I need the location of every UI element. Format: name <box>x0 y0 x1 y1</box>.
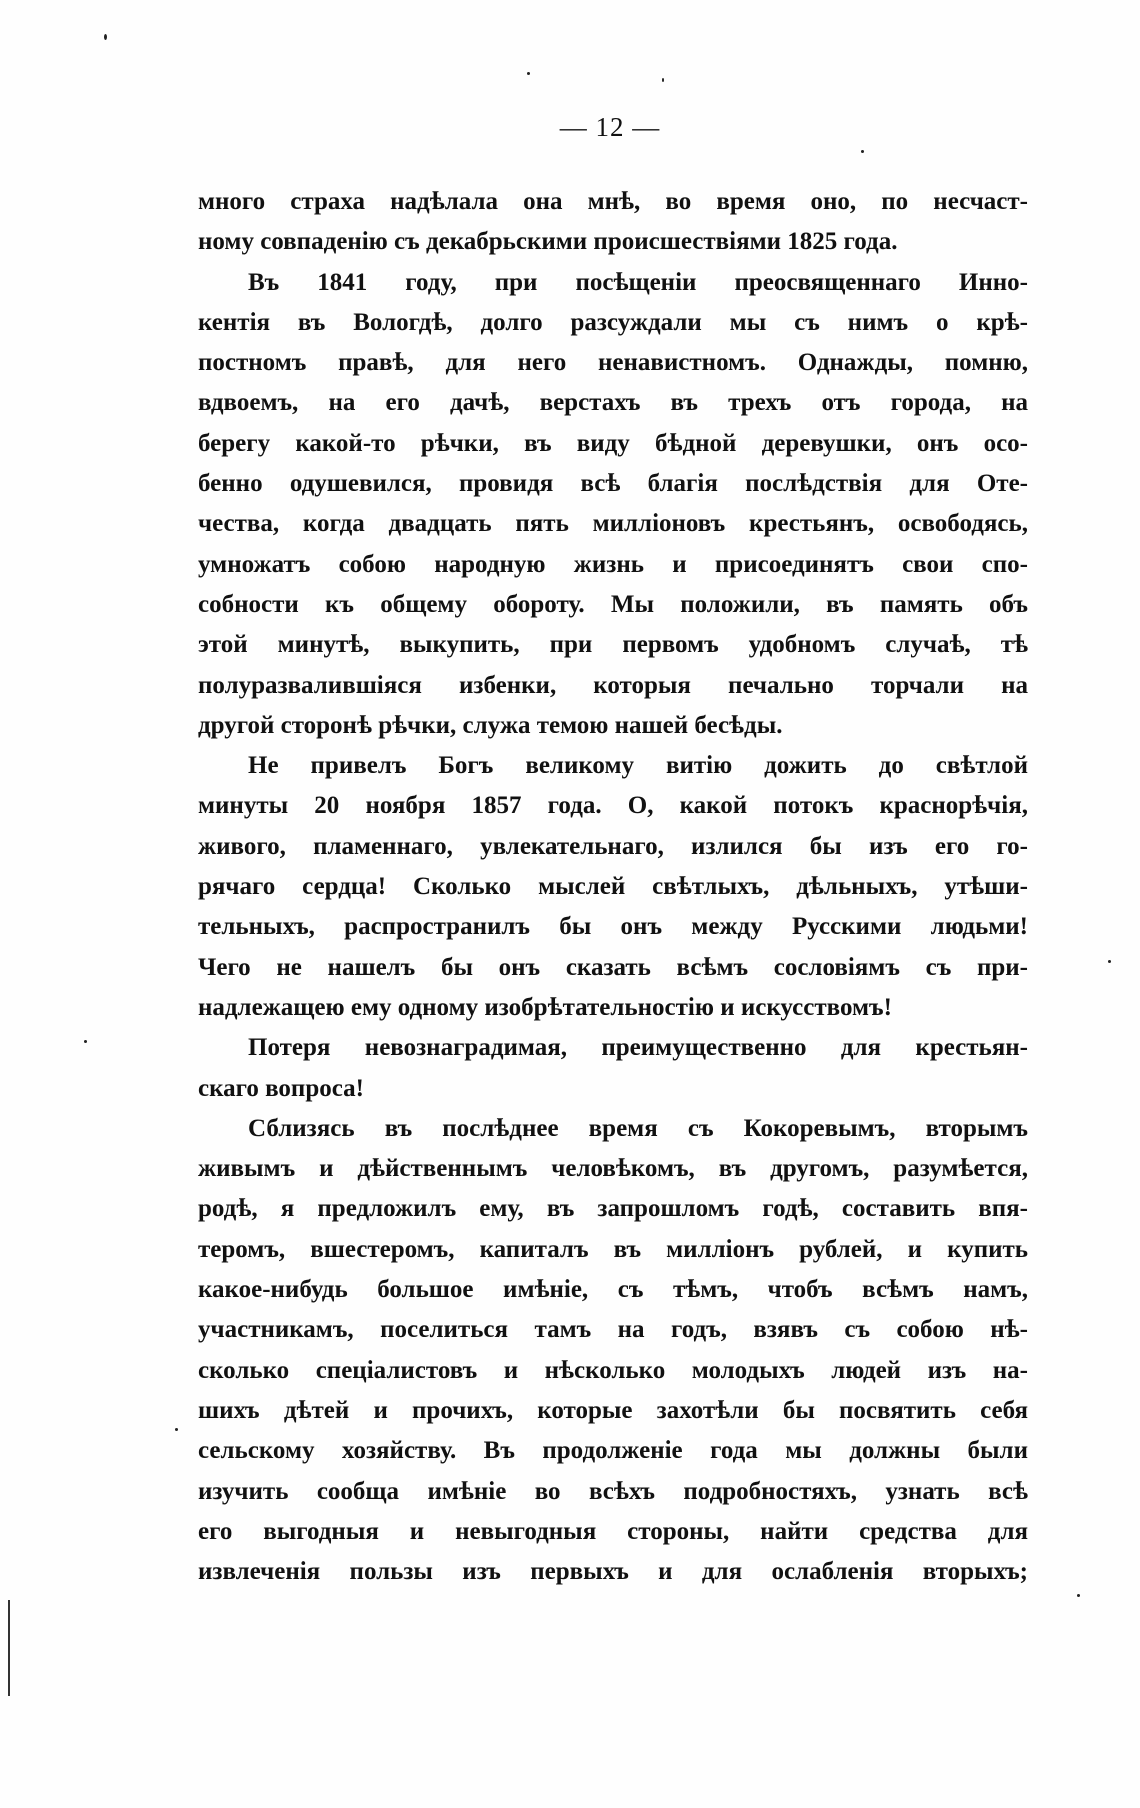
text-line: бенно одушевился, провидя всѣ благія послѣдствія для Оте- <box>198 470 1028 498</box>
text-line: ному совпаденію съ декабрьскими происшествіями 1825 года. <box>198 228 898 256</box>
text-line: участникамъ, поселиться тамъ на годъ, взявъ съ собою нѣ- <box>198 1316 1028 1344</box>
scan-speck <box>861 150 864 153</box>
text-line: тельныхъ, распространилъ бы онъ между Русскими людьми! <box>198 913 1028 941</box>
text-line: полуразвалившіяся избенки, которыя печально торчали на <box>198 671 1028 699</box>
text-line: извлеченія пользы изъ первыхъ и для ослабленія вторыхъ; <box>198 1558 1028 1586</box>
text-line: берегу какой-то рѣчки, въ виду бѣдной деревушки, онъ осо- <box>198 429 1028 457</box>
text-line: постномъ правѣ, для него ненавистномъ. Однажды, помню, <box>198 349 1028 377</box>
text-line: Потеря невознаградимая, преимущественно для крестьян- <box>248 1034 1028 1062</box>
page-body-text <box>198 182 1028 1592</box>
text-line: Въ 1841 году, при посѣщеніи преосвященнаго Инно- <box>248 268 1028 296</box>
scan-speck <box>104 34 107 40</box>
scan-speck <box>175 1428 178 1431</box>
text-line: Чего не нашелъ бы онъ сказать всѣмъ сословіямъ съ при- <box>198 953 1028 981</box>
text-line: другой сторонѣ рѣчки, служа темою нашей бесѣды. <box>198 711 783 739</box>
text-line: минуты 20 ноября 1857 года. О, какой потокъ краснорѣчія, <box>198 792 1028 820</box>
scan-speck <box>1108 960 1111 963</box>
text-line: сколько спеціалистовъ и нѣсколько молодыхъ людей изъ на- <box>198 1356 1028 1384</box>
scan-speck <box>662 78 664 82</box>
text-line: его выгодныя и невыгодныя стороны, найти средства для <box>198 1517 1028 1545</box>
text-line: рячаго сердца! Сколько мыслей свѣтлыхъ, дѣльныхъ, утѣши- <box>198 873 1028 901</box>
scan-speck <box>84 1040 87 1043</box>
page-number: — 12 — <box>559 112 661 142</box>
text-line: умножатъ собою народную жизнь и присоединятъ свои спо- <box>198 550 1028 578</box>
text-line: этой минутѣ, выкупить, при первомъ удобномъ случаѣ, тѣ <box>198 631 1028 659</box>
text-line: скаго вопроса! <box>198 1074 364 1102</box>
scan-speck <box>527 72 530 75</box>
text-line: много страха надѣлала она мнѣ, во время оно, по несчаст- <box>198 188 1028 215</box>
text-line: вдвоемъ, на его дачѣ, верстахъ въ трехъ отъ города, на <box>198 389 1028 417</box>
text-line: сельскому хозяйству. Въ продолженіе года мы должны были <box>198 1437 1028 1465</box>
text-line: надлежащею ему одному изобрѣтательностію и искусствомъ! <box>198 993 892 1021</box>
text-line: какое-нибудь большое имѣніе, съ тѣмъ, чтобъ всѣмъ намъ, <box>198 1276 1028 1304</box>
text-line: Не привелъ Богъ великому витію дожить до свѣтлой <box>248 752 1028 780</box>
text-line: живымъ и дѣйственнымъ человѣкомъ, въ другомъ, разумѣется, <box>198 1155 1028 1183</box>
text-line: живого, пламеннаго, увлекательнаго, излился бы изъ его го- <box>198 832 1028 860</box>
text-line: шихъ дѣтей и прочихъ, которые захотѣли бы посвятить себя <box>198 1396 1028 1424</box>
text-line: Сблизясь въ послѣднее время съ Кокоревымъ, вторымъ <box>248 1114 1028 1142</box>
text-line: кентія въ Вологдѣ, долго разсуждали мы съ нимъ о крѣ- <box>198 308 1028 336</box>
scan-speck <box>1077 1594 1080 1597</box>
scan-edge-mark <box>8 1600 10 1696</box>
text-line: собности къ общему обороту. Мы положили, въ память объ <box>198 590 1028 618</box>
text-line: теромъ, вшестеромъ, капиталъ въ милліонъ рублей, и купить <box>198 1235 1028 1263</box>
text-line: чества, когда двадцать пять милліоновъ крестьянъ, освободясь, <box>198 510 1028 538</box>
text-line: изучить сообща имѣніе во всѣхъ подробностяхъ, узнать всѣ <box>198 1477 1028 1505</box>
text-line: родѣ, я предложилъ ему, въ запрошломъ годѣ, составить впя- <box>198 1195 1028 1223</box>
